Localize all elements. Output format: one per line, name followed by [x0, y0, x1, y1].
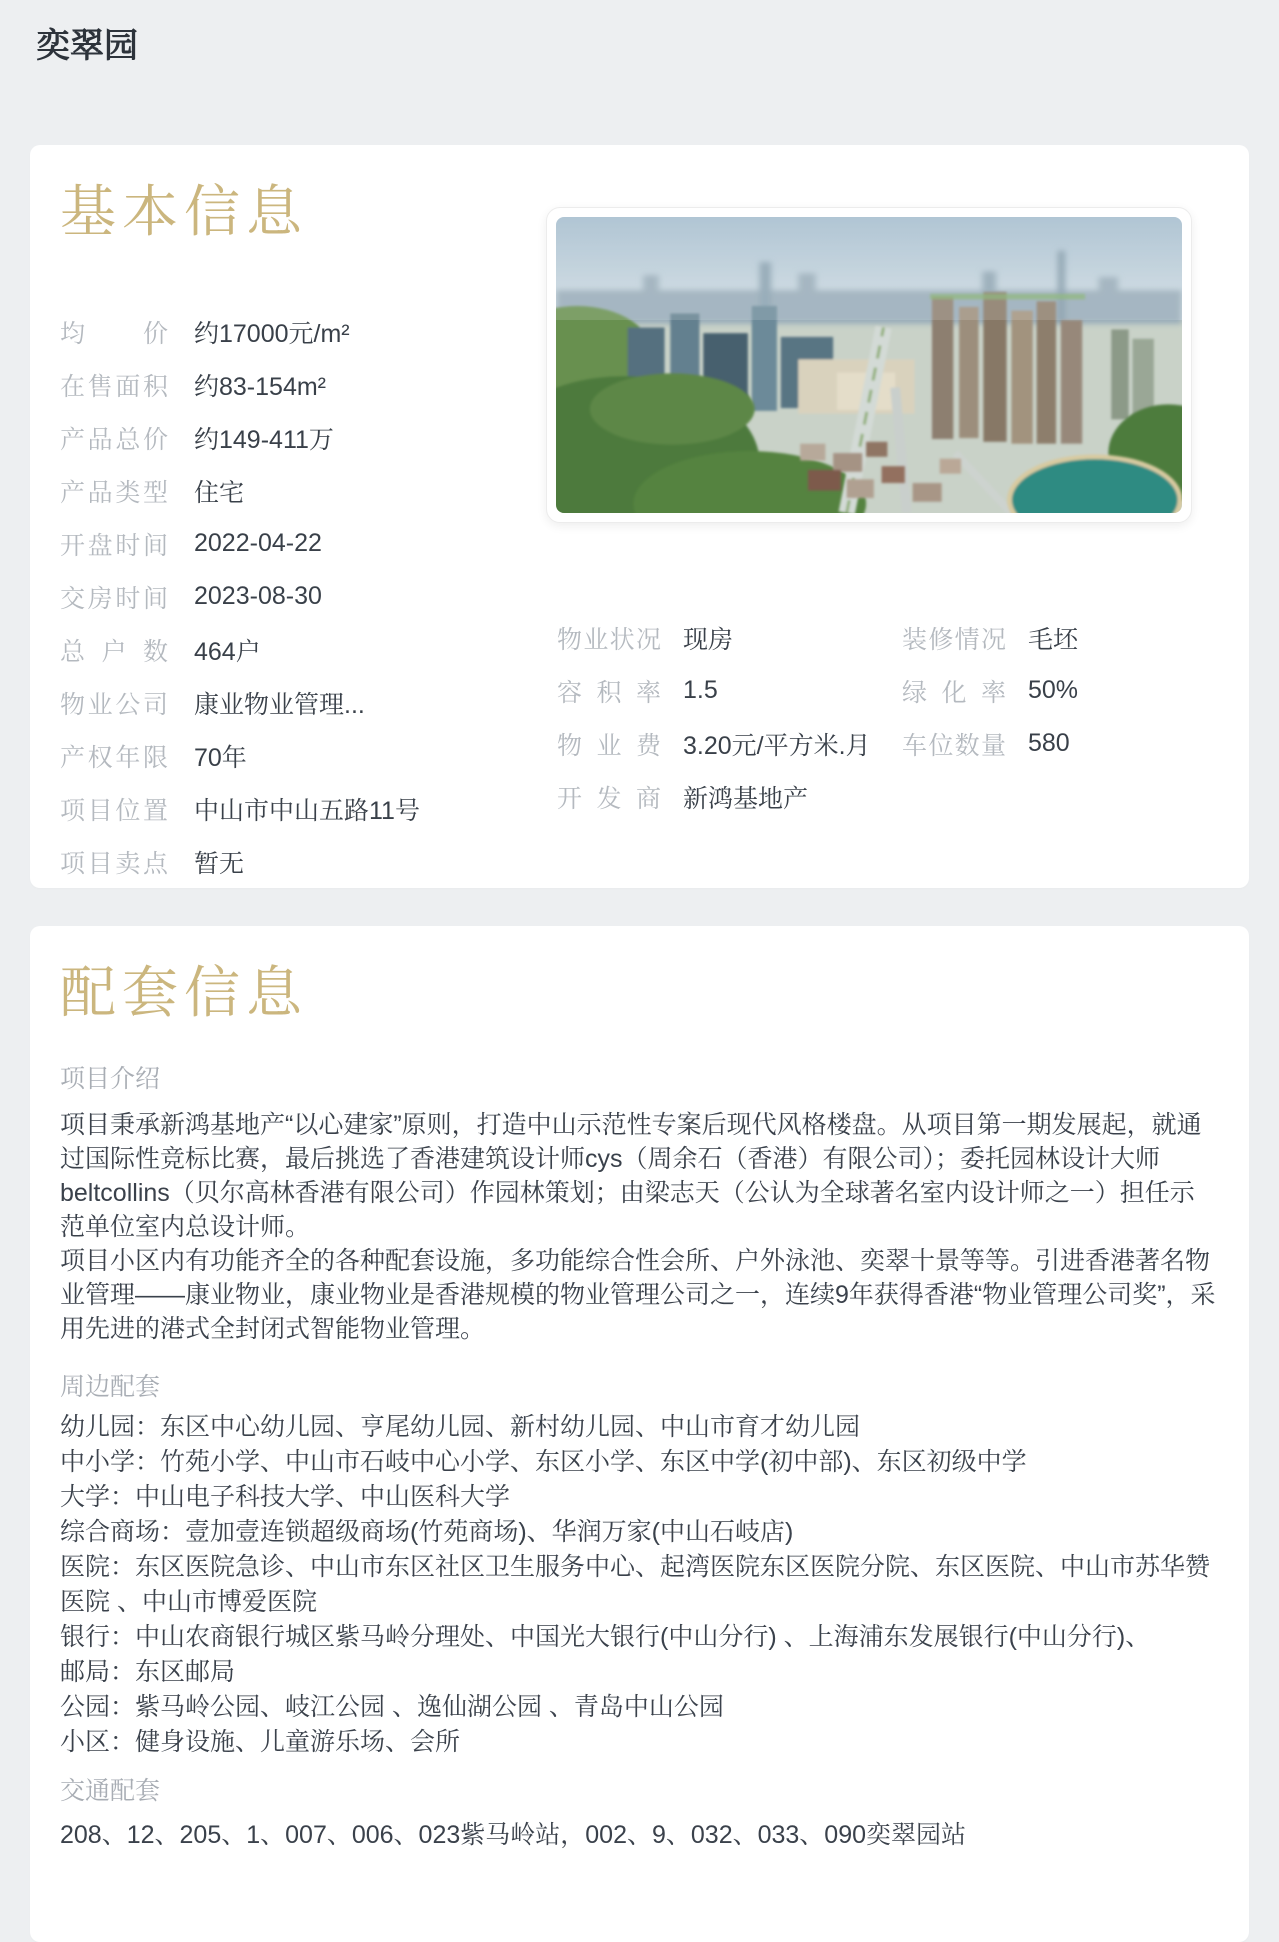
amenities-section-title: 配套信息: [60, 961, 308, 1024]
info-cell-parking-count: [902, 726, 1078, 762]
info-label: 交房时间: [60, 584, 168, 613]
transport-label: 交通配套: [60, 1777, 161, 1805]
info-label: 装修情况: [902, 625, 1006, 654]
info-value: 2022-04-22: [194, 529, 322, 557]
surroundings-post-office: 邮局：东区邮局: [60, 1658, 236, 1686]
info-label: 在售面积: [60, 372, 168, 401]
info-label: 开发商: [557, 784, 661, 813]
info-label: 产权年限: [60, 743, 168, 772]
surroundings-parks: 公园：紫马岭公园、岐江公园 、逸仙湖公园 、青岛中山公园: [60, 1693, 724, 1721]
info-row-project-location: [60, 782, 540, 835]
project-intro-text: [60, 1108, 1219, 1346]
info-label: 开盘时间: [60, 531, 168, 560]
page-header: [0, 0, 1279, 68]
info-row-product-type: [60, 464, 540, 517]
basic-info-left-column: [60, 305, 540, 888]
info-label: 产品总价: [60, 425, 168, 454]
surroundings-hospitals: 医院：东区医院急诊、中山市东区社区卫生服务中心、起湾医院东区医院分院、东区医院、中山市苏华赞医院 、中山市博爱医院: [60, 1553, 1211, 1616]
info-value: 70年: [194, 743, 247, 772]
info-row-total-households: [60, 623, 540, 676]
surroundings-community: 小区：健身设施、儿童游乐场、会所: [60, 1728, 461, 1756]
info-label: 车位数量: [902, 731, 1006, 760]
info-value: 约83-154m²: [194, 372, 326, 401]
surroundings-kindergarten: 幼儿园：东区中心幼儿园、亨尾幼儿园、新村幼儿园、中山市育才幼儿园: [60, 1413, 861, 1441]
surroundings-malls: 综合商场：壹加壹连锁超级商场(竹苑商场)、华润万家(中山石岐店): [60, 1518, 794, 1546]
transport-lines: 208、12、205、1、007、006、023紫马岭站，002、9、032、033、090奕翠园站: [60, 1821, 967, 1849]
info-row-delivery-date: [60, 570, 540, 623]
basic-info-card: [30, 145, 1249, 888]
info-row-property-company: [60, 676, 540, 729]
info-value: 580: [1028, 729, 1070, 757]
info-row-opening-date: [60, 517, 540, 570]
surroundings-banks: 银行：中山农商银行城区紫马岭分理处、中国光大银行(中山分行) 、上海浦东发展银行(中山分行)、: [60, 1623, 1151, 1651]
aerial-photo-frame: [546, 207, 1192, 523]
info-row-area-on-sale: [60, 358, 540, 411]
basic-info-section-title: 基本信息: [60, 180, 308, 243]
info-value: 毛坯: [1028, 625, 1079, 654]
info-value: 住宅: [194, 478, 245, 507]
info-label: 物业费: [557, 731, 661, 760]
info-label: 容积率: [557, 678, 661, 707]
surroundings-universities: 大学：中山电子科技大学、中山医科大学: [60, 1483, 511, 1511]
info-value: 现房: [683, 625, 734, 654]
amenities-card: [30, 926, 1249, 1942]
intro-paragraph: 项目小区内有功能齐全的各种配套设施，多功能综合性会所、户外泳池、奕翠十景等等。引进香港著名物业管理——康业物业，康业物业是香港规模的物业管理公司之一，连续9年获得香港“物业管理公司奖”，采用先进的港式全封闭式智能物业管理。: [60, 1247, 1216, 1343]
info-label: 均价: [60, 319, 168, 348]
info-cell-plot-ratio: [557, 673, 902, 709]
basic-info-right-grid: [557, 611, 1078, 823]
info-label: 项目位置: [60, 796, 168, 825]
info-value: 暂无: [194, 849, 245, 878]
info-row-total-price: [60, 411, 540, 464]
project-intro-label: 项目介绍: [60, 1065, 161, 1093]
info-cell-property-fee: [557, 726, 902, 762]
info-value: 约149-411万: [194, 425, 334, 454]
info-cell-developer: [557, 779, 902, 815]
info-label: 总户数: [60, 637, 168, 666]
info-value: 新鸿基地产: [683, 784, 809, 813]
info-row-selling-points: [60, 835, 540, 888]
info-value: 1.5: [683, 676, 718, 704]
surroundings-list: [60, 1410, 1219, 1760]
info-label: 物业公司: [60, 690, 168, 719]
info-value: 3.20元/平方米.月: [683, 731, 871, 760]
intro-paragraph: 项目秉承新鸿基地产“以心建家”原则，打造中山示范性专案后现代风格楼盘。从项目第一期发展起，就通过国际性竞标比赛，最后挑选了香港建筑设计师cys（周余石（香港）有限公司）；委托园林设计大师beltcollins（贝尔高林香港有限公司）作园林策划；由梁志天（公认为全球著名室内设计师之一）担任示范单位室内总设计师。: [60, 1111, 1202, 1241]
info-value: 康业物业管理...: [194, 690, 365, 719]
info-value: 中山市中山五路11号: [194, 796, 420, 825]
info-value: 50%: [1028, 676, 1079, 704]
info-label: 产品类型: [60, 478, 168, 507]
page-title: 奕翠园: [36, 27, 138, 65]
aerial-photo: [556, 217, 1182, 513]
info-cell-property-status: [557, 620, 902, 656]
surroundings-schools: 中小学：竹苑小学、中山市石岐中心小学、东区小学、东区中学(初中部)、东区初级中学: [60, 1448, 1027, 1476]
info-cell-greening-rate: [902, 673, 1078, 709]
info-label: 项目卖点: [60, 849, 168, 878]
info-row-tenure-years: [60, 729, 540, 782]
info-value: 约17000元/m²: [194, 319, 350, 348]
info-value: 464户: [194, 637, 261, 666]
info-value: 2023-08-30: [194, 582, 322, 610]
info-label: 物业状况: [557, 625, 661, 654]
info-row-average-price: [60, 305, 540, 358]
surroundings-label: 周边配套: [60, 1373, 161, 1401]
info-cell-decoration: [902, 620, 1078, 656]
info-label: 绿化率: [902, 678, 1006, 707]
